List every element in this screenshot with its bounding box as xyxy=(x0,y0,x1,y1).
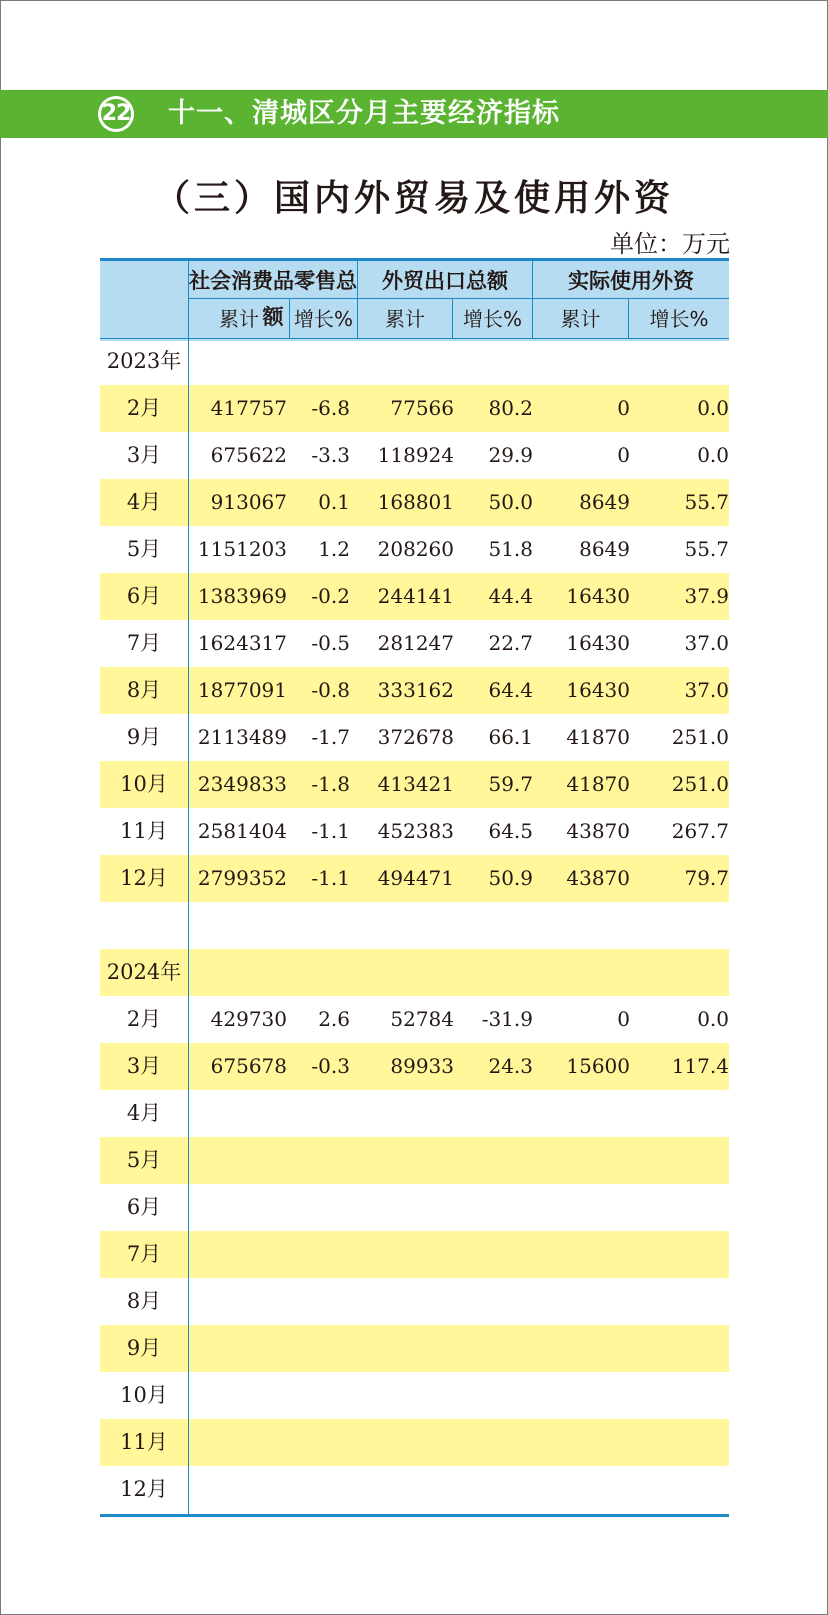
cell-investment-growth xyxy=(629,1184,729,1231)
cell-investment-cumulative: 43870 xyxy=(566,819,630,843)
table-row xyxy=(100,526,729,573)
cell-retail-growth: -0.2 xyxy=(311,584,350,608)
table-row xyxy=(100,338,729,385)
cell-export-cumulative xyxy=(358,1090,454,1137)
cell-export-cumulative xyxy=(358,1372,454,1419)
cell-investment-cumulative xyxy=(533,1090,630,1137)
cell-investment-cumulative xyxy=(533,949,630,996)
cell-investment-cumulative: 41870 xyxy=(566,725,630,749)
cell-investment-growth: 0.0 xyxy=(697,396,729,420)
cell-retail-growth: 1.2 xyxy=(318,537,350,561)
row-label: 3月 xyxy=(126,443,162,467)
cell-export-growth xyxy=(453,1419,533,1466)
cell-investment-cumulative: 16430 xyxy=(566,584,630,608)
cell-investment-cumulative: 0 xyxy=(617,396,630,420)
cell-retail-cumulative: 2581404 xyxy=(197,819,287,843)
cell-investment-growth: 117.4 xyxy=(671,1054,729,1078)
cell-export-cumulative xyxy=(358,1137,454,1184)
cell-retail-cumulative: 2799352 xyxy=(197,866,287,890)
cell-investment-cumulative xyxy=(533,1231,630,1278)
row-label: 12月 xyxy=(120,866,168,890)
cell-export-cumulative xyxy=(358,1184,454,1231)
cell-investment-cumulative: 0 xyxy=(617,1007,630,1031)
cell-export-cumulative: 372678 xyxy=(377,725,454,749)
cell-retail-cumulative xyxy=(189,338,287,385)
cell-export-cumulative: 494471 xyxy=(377,866,454,890)
cell-investment-growth xyxy=(629,1466,729,1513)
cell-export-cumulative: 244141 xyxy=(377,584,454,608)
cell-export-growth xyxy=(453,1090,533,1137)
row-label: 8月 xyxy=(126,1289,162,1313)
cell-retail-growth: -1.1 xyxy=(311,866,350,890)
cell-investment-cumulative xyxy=(533,1278,630,1325)
cell-investment-growth xyxy=(629,338,729,385)
cell-export-growth xyxy=(453,1466,533,1513)
cell-investment-growth xyxy=(629,1090,729,1137)
cell-investment-growth: 55.7 xyxy=(684,537,729,561)
header-export-growth: 增长% xyxy=(462,307,522,331)
cell-investment-growth xyxy=(629,1372,729,1419)
cell-retail-cumulative xyxy=(189,949,287,996)
cell-export-cumulative xyxy=(358,949,454,996)
cell-export-cumulative: 452383 xyxy=(377,819,454,843)
cell-retail-cumulative xyxy=(189,1278,287,1325)
cell-investment-growth: 37.0 xyxy=(684,631,729,655)
table-row xyxy=(100,1043,729,1090)
header-divider xyxy=(357,261,358,338)
cell-retail-cumulative: 429730 xyxy=(210,1007,287,1031)
cell-export-cumulative xyxy=(358,1231,454,1278)
cell-investment-growth: 267.7 xyxy=(671,819,729,843)
cell-export-cumulative: 52784 xyxy=(390,1007,454,1031)
row-label: 6月 xyxy=(126,584,162,608)
cell-retail-cumulative: 675622 xyxy=(210,443,287,467)
cell-investment-cumulative xyxy=(533,1466,630,1513)
cell-retail-growth xyxy=(290,338,350,385)
cell-export-cumulative xyxy=(358,338,454,385)
cell-export-cumulative: 413421 xyxy=(377,772,454,796)
cell-export-growth: 29.9 xyxy=(488,443,533,467)
cell-retail-cumulative: 2349833 xyxy=(197,772,287,796)
page-title: （三）国内外贸易及使用外资 xyxy=(153,178,674,219)
row-label xyxy=(100,902,188,949)
cell-investment-cumulative: 41870 xyxy=(566,772,630,796)
row-label: 9月 xyxy=(126,725,162,749)
row-label: 2024年 xyxy=(106,960,182,984)
cell-investment-cumulative: 8649 xyxy=(579,490,630,514)
cell-investment-growth: 37.9 xyxy=(684,584,729,608)
row-label: 5月 xyxy=(126,1148,162,1172)
header-divider xyxy=(289,299,290,338)
row-label: 5月 xyxy=(126,537,162,561)
table-row xyxy=(100,1090,729,1137)
cell-export-cumulative xyxy=(358,1325,454,1372)
cell-investment-cumulative xyxy=(533,902,630,949)
cell-investment-cumulative: 0 xyxy=(617,443,630,467)
cell-retail-growth xyxy=(290,1090,350,1137)
cell-export-growth: 50.9 xyxy=(488,866,533,890)
cell-retail-cumulative xyxy=(189,1419,287,1466)
table-row xyxy=(100,432,729,479)
cell-retail-cumulative: 1383969 xyxy=(197,584,287,608)
cell-export-growth xyxy=(453,1372,533,1419)
cell-retail-cumulative xyxy=(189,1325,287,1372)
table-row xyxy=(100,1372,729,1419)
header-retail-cumulative: 累计 xyxy=(219,307,259,331)
row-label: 2023年 xyxy=(106,349,182,373)
cell-export-growth xyxy=(453,949,533,996)
header-investment-cumulative: 累计 xyxy=(560,307,601,331)
header-foreign-investment: 实际使用外资 xyxy=(568,269,694,293)
row-label-divider xyxy=(188,338,189,1514)
cell-export-cumulative xyxy=(358,1278,454,1325)
row-label: 7月 xyxy=(126,631,162,655)
cell-retail-growth: 2.6 xyxy=(318,1007,350,1031)
cell-retail-growth xyxy=(290,1184,350,1231)
cell-export-growth: -31.9 xyxy=(481,1007,533,1031)
cell-export-cumulative: 118924 xyxy=(377,443,454,467)
table-row xyxy=(100,667,729,714)
row-label: 12月 xyxy=(120,1477,168,1501)
section-title: 十一、清城区分月主要经济指标 xyxy=(168,98,560,129)
cell-export-cumulative: 281247 xyxy=(377,631,454,655)
header-retail-growth: 增长% xyxy=(293,307,353,331)
cell-export-growth xyxy=(453,338,533,385)
cell-export-cumulative xyxy=(358,1419,454,1466)
header-divider xyxy=(628,299,629,338)
header-export-cumulative: 累计 xyxy=(385,307,425,331)
table-row xyxy=(100,1325,729,1372)
table-row xyxy=(100,1231,729,1278)
cell-retail-growth: -1.8 xyxy=(311,772,350,796)
cell-export-growth xyxy=(453,1231,533,1278)
cell-retail-growth xyxy=(290,1372,350,1419)
cell-retail-growth: -0.8 xyxy=(311,678,350,702)
cell-investment-cumulative xyxy=(533,1137,630,1184)
header-retail-sales: 社会消费品零售总额 xyxy=(189,269,357,329)
table-row xyxy=(100,855,729,902)
table-row xyxy=(100,385,729,432)
cell-retail-growth xyxy=(290,1419,350,1466)
cell-retail-cumulative xyxy=(189,1466,287,1513)
cell-investment-growth: 79.7 xyxy=(684,866,729,890)
cell-export-growth xyxy=(453,1137,533,1184)
table-row xyxy=(100,1278,729,1325)
table-row xyxy=(100,1419,729,1466)
cell-retail-growth xyxy=(290,902,350,949)
cell-export-cumulative: 333162 xyxy=(377,678,454,702)
cell-investment-growth: 0.0 xyxy=(697,1007,729,1031)
cell-investment-cumulative xyxy=(533,1372,630,1419)
cell-retail-cumulative: 1151203 xyxy=(197,537,287,561)
cell-retail-growth: -0.3 xyxy=(311,1054,350,1078)
cell-investment-cumulative: 16430 xyxy=(566,678,630,702)
table-row xyxy=(100,714,729,761)
header-divider xyxy=(452,299,453,338)
cell-retail-growth xyxy=(290,949,350,996)
row-label: 10月 xyxy=(120,1383,168,1407)
cell-retail-growth: 0.1 xyxy=(318,490,350,514)
row-label: 11月 xyxy=(120,1430,168,1454)
page-number-badge xyxy=(98,96,134,132)
cell-retail-cumulative xyxy=(189,1231,287,1278)
table-row xyxy=(100,479,729,526)
cell-investment-cumulative: 8649 xyxy=(579,537,630,561)
cell-investment-cumulative xyxy=(533,338,630,385)
cell-investment-cumulative: 16430 xyxy=(566,631,630,655)
row-label: 2月 xyxy=(126,1007,162,1031)
unit-label: 单位：万元 xyxy=(610,230,730,258)
cell-investment-growth xyxy=(629,1278,729,1325)
cell-export-growth: 66.1 xyxy=(488,725,533,749)
row-label: 8月 xyxy=(126,678,162,702)
cell-export-growth: 24.3 xyxy=(488,1054,533,1078)
cell-retail-growth: -1.7 xyxy=(311,725,350,749)
cell-retail-growth: -6.8 xyxy=(311,396,350,420)
table-row xyxy=(100,620,729,667)
cell-export-cumulative: 89933 xyxy=(390,1054,454,1078)
table-row xyxy=(100,902,729,949)
header-divider xyxy=(188,261,189,338)
row-label: 9月 xyxy=(126,1336,162,1360)
row-label: 7月 xyxy=(126,1242,162,1266)
page-number: 22 xyxy=(101,99,131,129)
table-row xyxy=(100,996,729,1043)
row-label: 2月 xyxy=(126,396,162,420)
cell-retail-growth: -0.5 xyxy=(311,631,350,655)
cell-retail-growth xyxy=(290,1231,350,1278)
header-investment-growth: 增长% xyxy=(649,307,709,331)
cell-export-cumulative: 77566 xyxy=(390,396,454,420)
cell-retail-cumulative: 417757 xyxy=(210,396,287,420)
cell-retail-growth: -1.1 xyxy=(311,819,350,843)
cell-export-growth: 50.0 xyxy=(488,490,533,514)
cell-investment-cumulative xyxy=(533,1325,630,1372)
cell-retail-cumulative: 913067 xyxy=(210,490,287,514)
table-row xyxy=(100,1466,729,1513)
cell-export-cumulative xyxy=(358,1466,454,1513)
cell-export-growth xyxy=(453,1325,533,1372)
cell-retail-cumulative xyxy=(189,1137,287,1184)
row-label: 10月 xyxy=(120,772,168,796)
cell-investment-cumulative: 43870 xyxy=(566,866,630,890)
cell-investment-cumulative: 15600 xyxy=(566,1054,630,1078)
cell-investment-growth xyxy=(629,1137,729,1184)
cell-retail-growth xyxy=(290,1325,350,1372)
cell-investment-growth xyxy=(629,1325,729,1372)
row-label: 4月 xyxy=(126,490,162,514)
cell-export-cumulative: 208260 xyxy=(377,537,454,561)
cell-investment-growth: 37.0 xyxy=(684,678,729,702)
cell-investment-growth xyxy=(629,1231,729,1278)
header-export-total: 外贸出口总额 xyxy=(382,269,508,293)
cell-export-cumulative: 168801 xyxy=(377,490,454,514)
cell-export-growth: 64.5 xyxy=(488,819,533,843)
cell-retail-growth xyxy=(290,1466,350,1513)
cell-investment-growth: 55.7 xyxy=(684,490,729,514)
table-row xyxy=(100,1137,729,1184)
table-row xyxy=(100,808,729,855)
cell-retail-cumulative xyxy=(189,902,287,949)
cell-export-growth xyxy=(453,1184,533,1231)
table-header xyxy=(100,258,729,341)
cell-retail-cumulative xyxy=(189,1372,287,1419)
cell-retail-cumulative xyxy=(189,1090,287,1137)
cell-export-growth: 80.2 xyxy=(488,396,533,420)
row-label: 11月 xyxy=(120,819,168,843)
table-row xyxy=(100,761,729,808)
cell-export-growth: 59.7 xyxy=(488,772,533,796)
cell-export-growth: 64.4 xyxy=(488,678,533,702)
table-row xyxy=(100,573,729,620)
cell-investment-cumulative xyxy=(533,1184,630,1231)
cell-export-growth: 44.4 xyxy=(488,584,533,608)
cell-investment-growth: 251.0 xyxy=(671,725,729,749)
cell-retail-cumulative: 1877091 xyxy=(197,678,287,702)
section-banner xyxy=(0,90,828,138)
cell-investment-growth xyxy=(629,949,729,996)
header-divider xyxy=(532,261,533,338)
cell-retail-growth xyxy=(290,1278,350,1325)
cell-investment-growth: 251.0 xyxy=(671,772,729,796)
cell-retail-cumulative xyxy=(189,1184,287,1231)
cell-investment-cumulative xyxy=(533,1419,630,1466)
cell-retail-cumulative: 2113489 xyxy=(197,725,287,749)
cell-export-growth: 22.7 xyxy=(488,631,533,655)
cell-retail-cumulative: 675678 xyxy=(210,1054,287,1078)
cell-export-growth: 51.8 xyxy=(488,537,533,561)
cell-investment-growth xyxy=(629,902,729,949)
cell-retail-growth: -3.3 xyxy=(311,443,350,467)
row-label: 6月 xyxy=(126,1195,162,1219)
cell-retail-cumulative: 1624317 xyxy=(197,631,287,655)
cell-export-growth xyxy=(453,902,533,949)
table-row xyxy=(100,949,729,996)
row-label: 4月 xyxy=(126,1101,162,1125)
table-row xyxy=(100,1184,729,1231)
cell-export-cumulative xyxy=(358,902,454,949)
row-label: 3月 xyxy=(126,1054,162,1078)
table-bottom-rule xyxy=(100,1514,729,1517)
header-divider xyxy=(189,298,729,299)
cell-investment-growth: 0.0 xyxy=(697,443,729,467)
cell-investment-growth xyxy=(629,1419,729,1466)
cell-export-growth xyxy=(453,1278,533,1325)
cell-retail-growth xyxy=(290,1137,350,1184)
